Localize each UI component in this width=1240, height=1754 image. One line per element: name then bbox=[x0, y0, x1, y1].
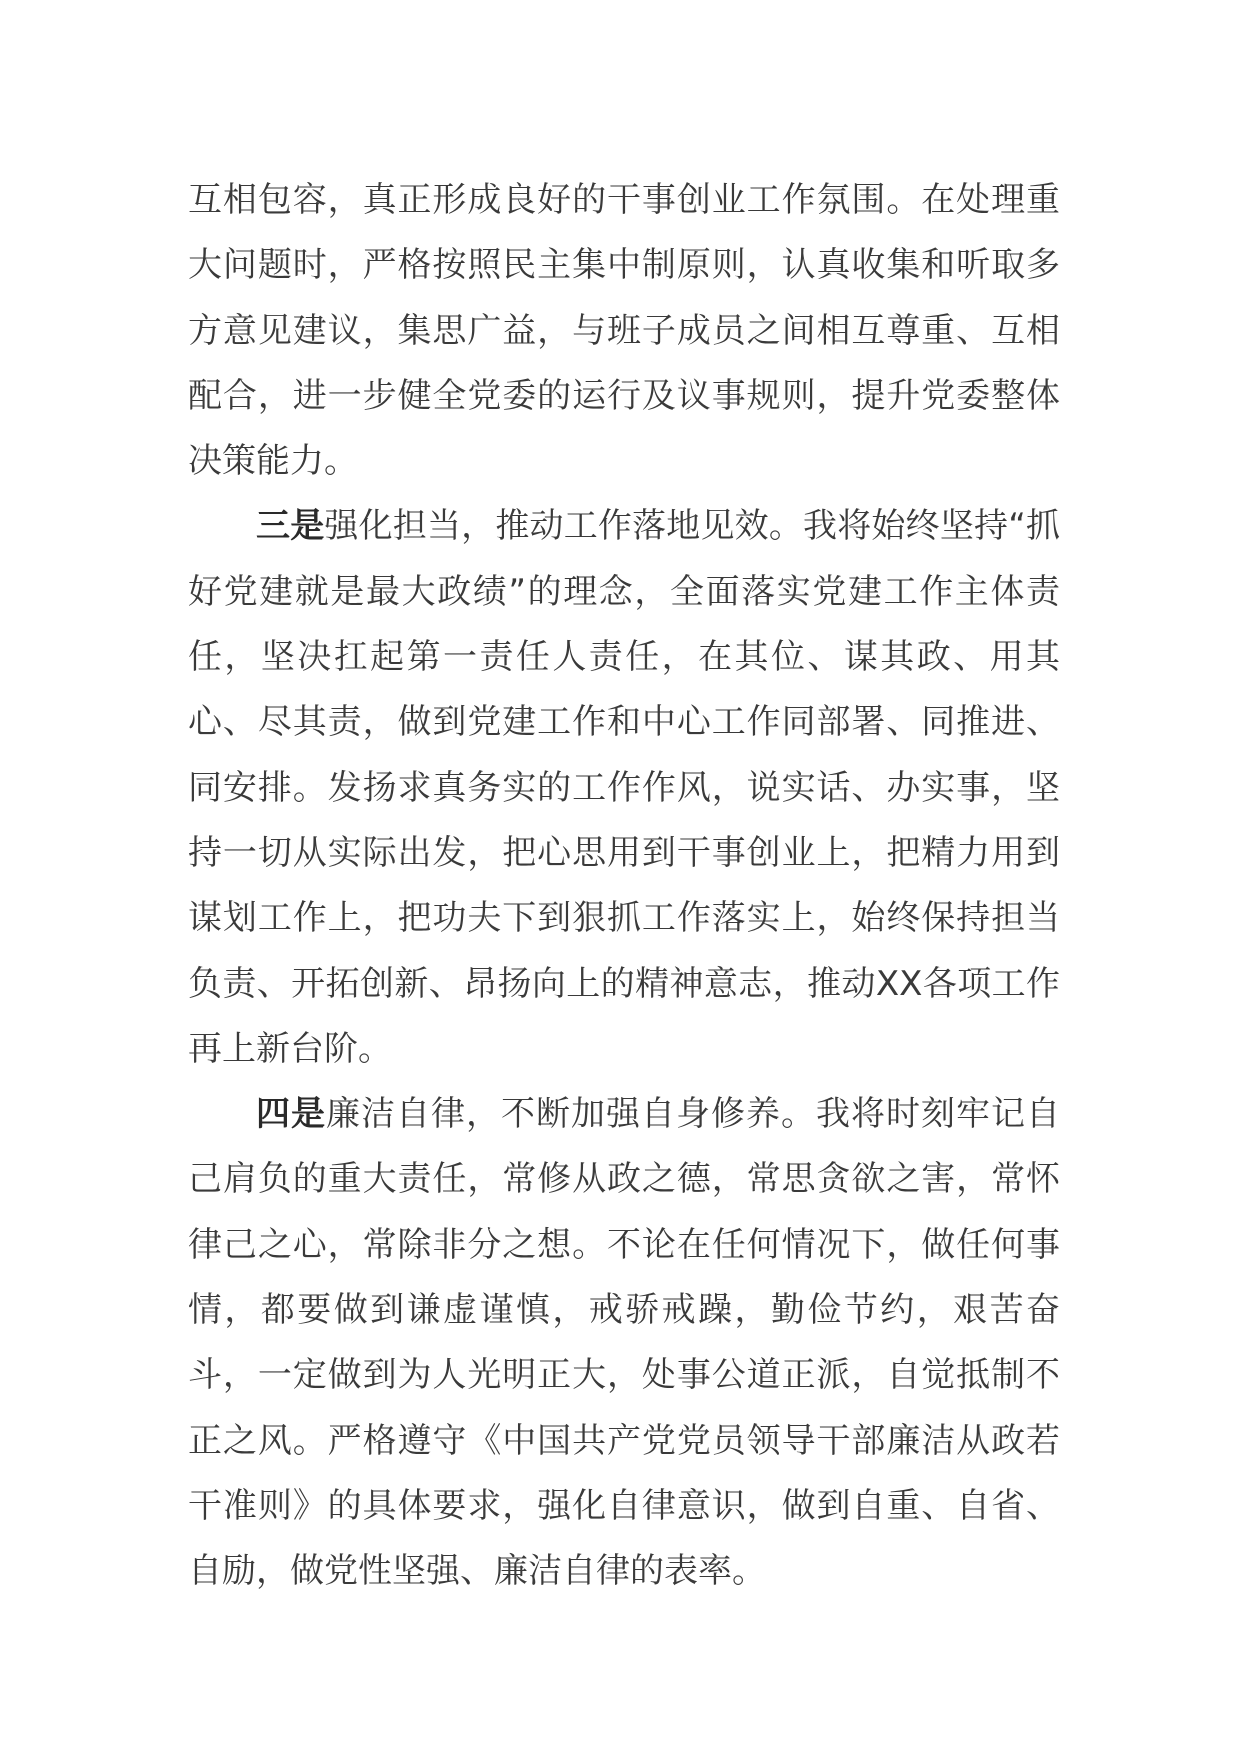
document-body bbox=[188, 168, 1060, 1605]
paragraph-four bbox=[188, 1082, 1060, 1604]
paragraph-three bbox=[188, 494, 1060, 1082]
paragraph-text: 强化担当，推动工作落地见效。我将始终坚持“抓好党建就是最大政绩”的理念，全面落实党建工作主体责任，坚决扛起第一责任人责任，在其位、谋其政、用其心、尽其责，做到党建工作和中心工作同部署、同推进、同安排。发扬求真务实的工作作风，说实话、办实事，坚持一切从实际出发，把心思用到干事创业上，把精力用到谋划工作上，把功夫下到狠抓工作落实上，始终保持担当负责、开拓创新、昂扬向上的精神意志，推动XX各项工作再上新台阶。 bbox=[188, 506, 1060, 1069]
paragraph-continued bbox=[188, 168, 1060, 494]
paragraph-lead: 三是 bbox=[256, 506, 325, 547]
paragraph-text: 互相包容，真正形成良好的干事创业工作氛围。在处理重大问题时，严格按照民主集中制原则，认真收集和听取多方意见建议，集思广益，与班子成员之间相互尊重、互相配合，进一步健全党委的运行及议事规则，提升党委整体决策能力。 bbox=[188, 180, 1060, 482]
paragraph-lead: 四是 bbox=[256, 1094, 326, 1135]
paragraph-text: 廉洁自律，不断加强自身修养。我将时刻牢记自己肩负的重大责任，常修从政之德，常思贪欲之害，常怀律己之心，常除非分之想。不论在任何情况下，做任何事情，都要做到谦虚谨慎，戒骄戒躁，勤俭节约，艰苦奋斗，一定做到为人光明正大，处事公道正派，自觉抵制不正之风。严格遵守《中国共产党党员领导干部廉洁从政若干准则》的具体要求，强化自律意识，做到自重、自省、自励，做党性坚强、廉洁自律的表率。 bbox=[188, 1094, 1060, 1592]
